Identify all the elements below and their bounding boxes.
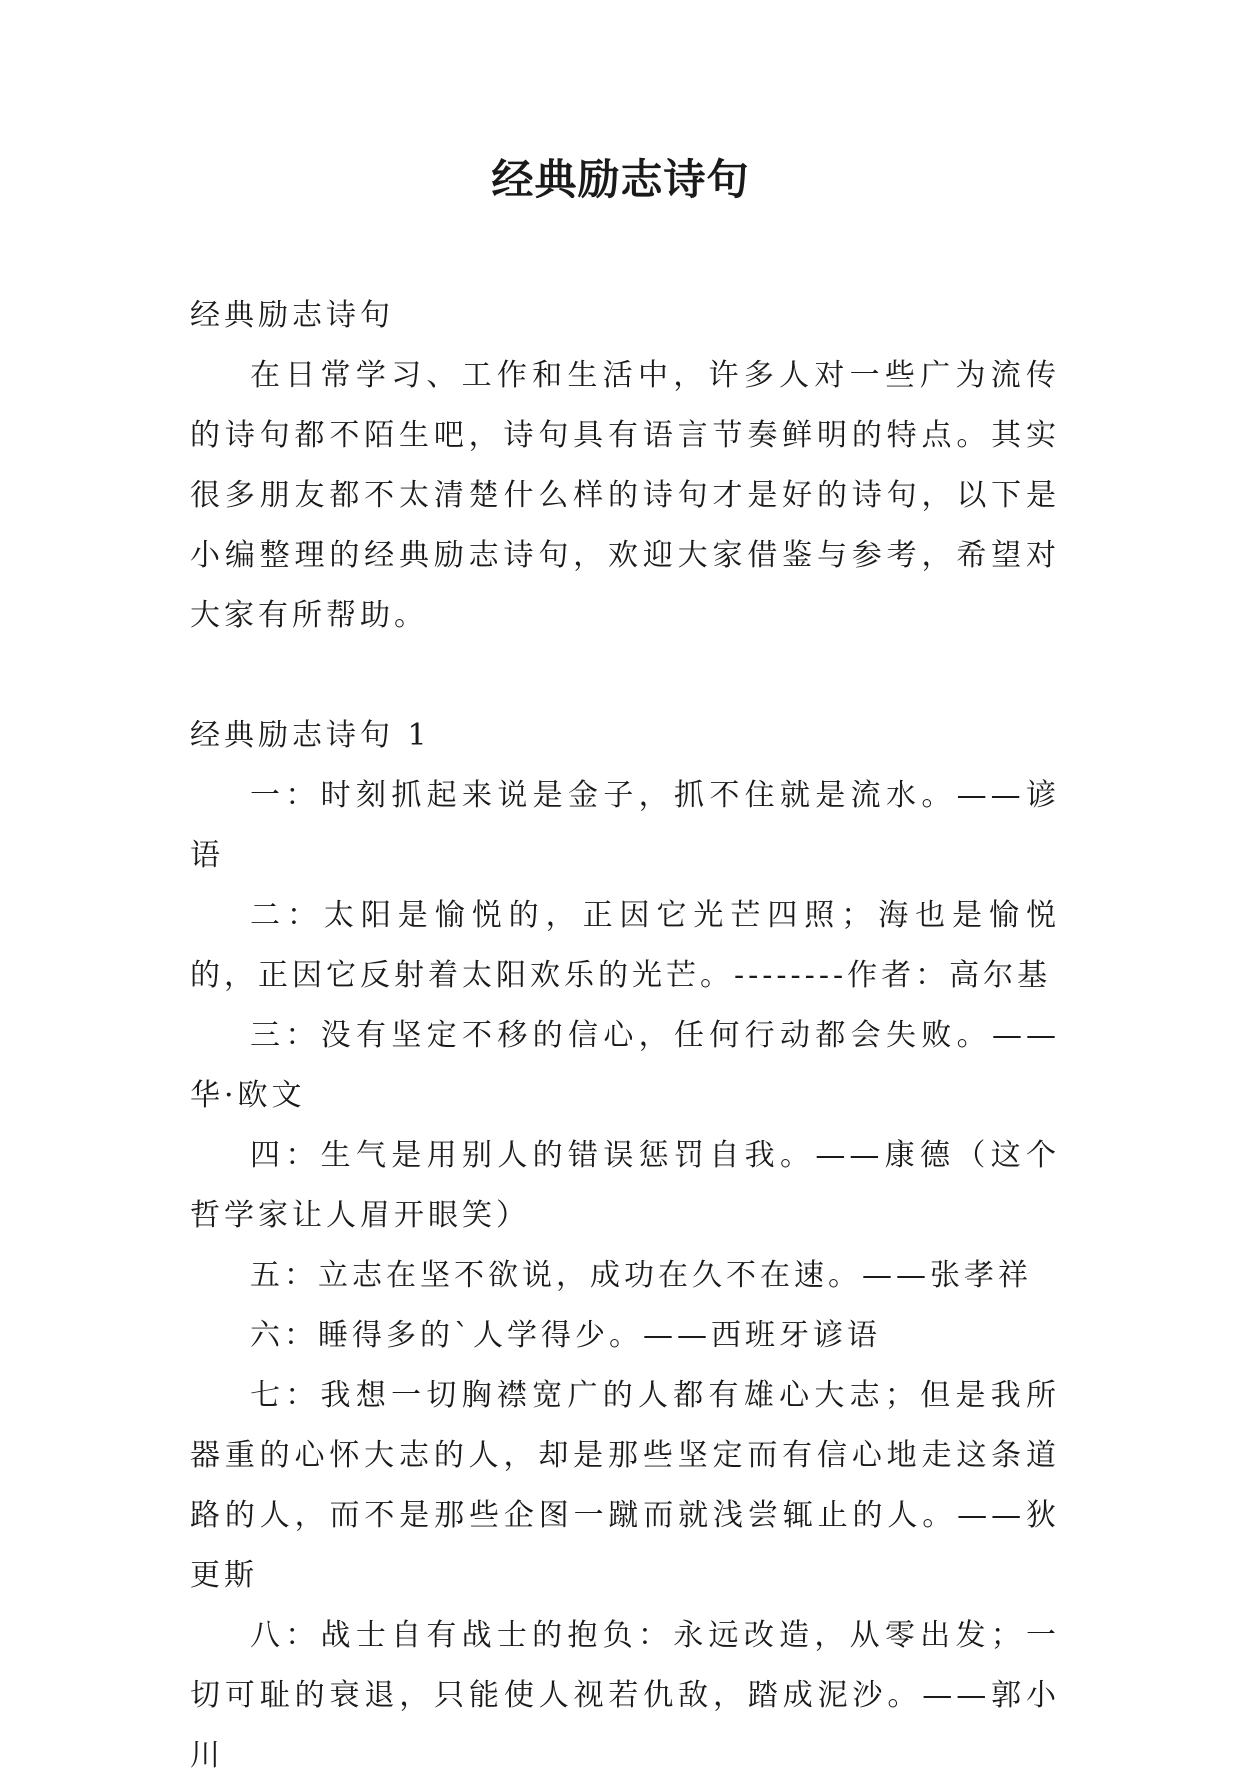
quote-paragraph: 二：太阳是愉悦的，正因它光芒四照；海也是愉悦的，正因它反射着太阳欢乐的光芒。--------作者：高尔基 bbox=[190, 898, 1060, 993]
subtitle: 经典励志诗句 bbox=[190, 298, 394, 333]
quote-paragraph: 一：时刻抓起来说是金子，抓不住就是流水。——谚语 bbox=[190, 778, 1060, 873]
quote-paragraph: 七：我想一切胸襟宽广的人都有雄心大志；但是我所器重的心怀大志的人，却是那些坚定而有信心地走这条道路的人，而不是那些企图一蹴而就浅尝辄止的人。——狄更斯 bbox=[190, 1378, 1060, 1593]
quote-paragraph: 三：没有坚定不移的信心，任何行动都会失败。——华·欧文 bbox=[190, 1018, 1060, 1113]
quote-paragraph: 八：战士自有战士的抱负：永远改造，从零出发；一切可耻的衰退，只能使人视若仇敌，踏成泥沙。——郭小川 bbox=[190, 1618, 1060, 1773]
section-heading: 经典励志诗句 1 bbox=[190, 718, 431, 753]
quote-paragraph: 六：睡得多的`人学得少。——西班牙谚语 bbox=[250, 1318, 881, 1353]
intro-paragraph: 在日常学习、工作和生活中，许多人对一些广为流传的诗句都不陌生吧，诗句具有语言节奏鲜明的特点。其实很多朋友都不太清楚什么样的诗句才是好的诗句，以下是小编整理的经典励志诗句，欢迎大家借鉴与参考，希望对大家有所帮助。 bbox=[190, 358, 1060, 633]
paragraph-spacer bbox=[190, 646, 1060, 706]
document-body bbox=[190, 286, 1060, 1786]
quote-paragraph: 四：生气是用别人的错误惩罚自我。——康德（这个哲学家让人眉开眼笑） bbox=[190, 1138, 1060, 1233]
quote-paragraph: 五：立志在坚不欲说，成功在久不在速。——张孝祥 bbox=[250, 1258, 1032, 1293]
document-title: 经典励志诗句 bbox=[491, 155, 750, 204]
